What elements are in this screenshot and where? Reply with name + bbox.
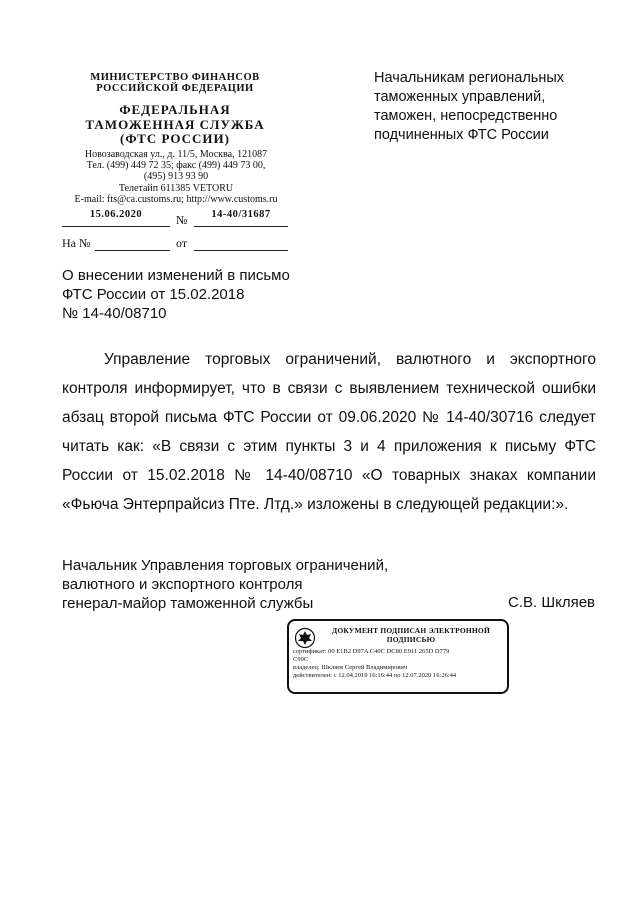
recipient-line: таможен, непосредственно <box>374 108 558 124</box>
reference-number-line <box>95 250 170 251</box>
signatory-name: С.В. Шкляев <box>508 594 596 611</box>
service-abbrev: (ФТС РОССИИ) <box>120 131 230 146</box>
subject-line: № 14-40/08710 <box>62 305 167 322</box>
letter-number: 14-40/31687 <box>211 209 271 220</box>
number-sign: № <box>176 213 188 227</box>
stamp-heading-line2: ПОДПИСЬЮ <box>386 635 436 644</box>
ministry-name: МИНИСТЕРСТВО ФИНАНСОВ <box>90 72 260 83</box>
ministry-name-line2: РОССИЙСКОЙ ФЕДЕРАЦИИ <box>96 83 254 94</box>
stamp-heading: ДОКУМЕНТ ПОДПИСАН ЭЛЕКТРОННОЙ <box>331 626 491 635</box>
recipient-line: Начальникам региональных <box>374 70 565 86</box>
reference-from-label: от <box>176 236 188 250</box>
teletype-line: Телетайп 611385 VETORU <box>118 182 234 194</box>
stamp-validity: действителен: с 12.04.2019 16:16:44 по 12.07.2020 16:26:44 <box>293 672 457 679</box>
signature-title-line: Начальник Управления торговых ограничений, <box>62 557 389 574</box>
subject-block <box>62 266 290 323</box>
signature-title <box>62 556 388 613</box>
subject-line: О внесении изменений в письмо <box>62 267 290 284</box>
number-underline <box>194 226 288 227</box>
recipient-block <box>374 69 564 145</box>
date-underline <box>62 226 170 227</box>
recipient-line: подчиненных ФТС России <box>374 127 549 143</box>
signature-title-line: валютного и экспортного контроля <box>62 576 303 593</box>
reference-label: На № <box>62 236 91 250</box>
phone-line: Тел. (499) 449 72 35; факс (499) 449 73 00, <box>86 160 266 172</box>
e-signature-stamp <box>287 619 509 694</box>
phone-line-2: (495) 913 93 90 <box>143 171 209 183</box>
stamp-certificate-line2: C99C <box>293 656 309 663</box>
email-line: E-mail: fts@ca.customs.ru; http://www.customs.ru <box>74 193 278 205</box>
recipient-line: таможенных управлений, <box>374 89 546 105</box>
signature-title-line: генерал-майор таможенной службы <box>62 595 314 612</box>
body-paragraph: Управление торговых ограничений, валютного и экспортного контроля информирует, что в связи с выявлением технической ошибки абзац второй письма ФТС России от 09.06.2020 № 14-40/30716 следует читать как: «В связи с этим пункты 3 и 4 приложения к письму ФТС России от 15.02.2018 № 14-40/08710 «О товарных знаках компании «Фьюча Энтерпрайсиз Пте. Лтд.» изложены в следующей редакции:». <box>62 351 596 513</box>
emblem-icon <box>294 627 316 649</box>
stamp-owner: владелец: Шкляев Сергей Владимирович <box>293 664 408 671</box>
service-name: ФЕДЕРАЛЬНАЯ <box>119 102 231 117</box>
stamp-certificate: сертификат: 00 E1B2 D97A C40C DC80 E911 265D D779 <box>293 648 450 655</box>
service-name-line2: ТАМОЖЕННАЯ СЛУЖБА <box>85 116 265 132</box>
subject-line: ФТС России от 15.02.2018 <box>62 286 245 303</box>
reference-date-line <box>194 250 288 251</box>
address-line: Новозаводская ул., д. 11/5, Москва, 121087 <box>84 149 268 160</box>
letter-date: 15.06.2020 <box>89 209 143 220</box>
